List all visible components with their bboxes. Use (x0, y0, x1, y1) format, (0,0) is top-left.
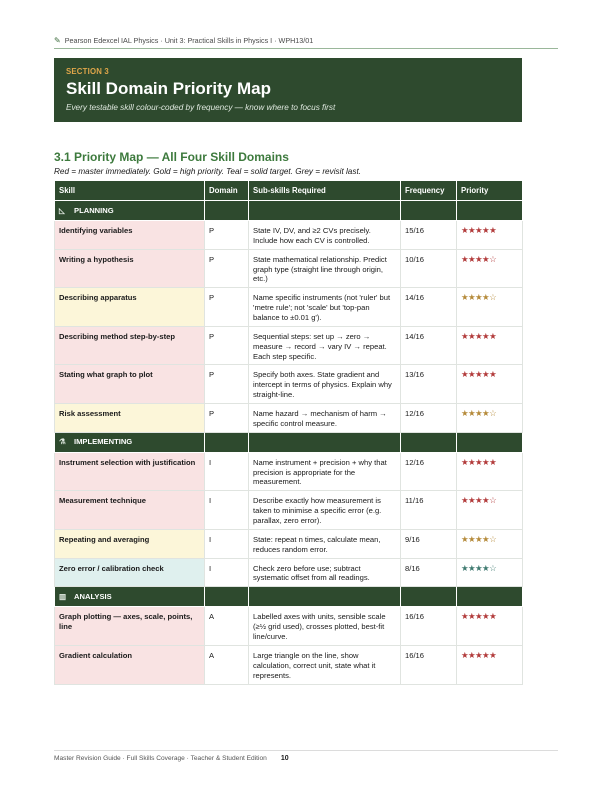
frequency-cell: 16/16 (401, 645, 457, 684)
group-cell (55, 201, 205, 221)
group-cell-empty (205, 201, 249, 221)
skill-cell: Stating what graph to plot (55, 365, 205, 404)
frequency-cell: 10/16 (401, 249, 457, 288)
group-row-analysis (55, 587, 523, 607)
page-subtitle: Every testable skill colour-coded by frequency — know where to focus first (66, 103, 336, 112)
table-row (55, 249, 523, 288)
priority-table (54, 180, 523, 685)
frequency-cell: 16/16 (401, 607, 457, 646)
subskills-cell: State IV, DV, and ≥2 CVs precisely. Include how each CV is controlled. (249, 221, 401, 250)
group-cell (55, 432, 205, 452)
priority-stars: ★★★★★ (457, 645, 523, 684)
footer-text: Master Revision Guide · Full Skills Coverage · Teacher & Student Edition (54, 755, 267, 762)
frequency-cell: 14/16 (401, 326, 457, 365)
pen-icon: ✎ (54, 36, 61, 45)
table-row (55, 221, 523, 250)
domain-cell: I (205, 529, 249, 558)
group-cell-empty (249, 201, 401, 221)
subskills-cell: Check zero before use; subtract systematic offset from all readings. (249, 558, 401, 587)
priority-stars: ★★★★★ (457, 452, 523, 491)
group-cell-empty (249, 432, 401, 452)
skill-cell: Measurement technique (55, 491, 205, 530)
domain-cell: P (205, 288, 249, 327)
column-header-subskills: Sub-skills Required (249, 181, 401, 201)
section-heading: 3.1 Priority Map — All Four Skill Domains (54, 150, 289, 164)
skill-cell: Gradient calculation (55, 645, 205, 684)
group-cell-empty (457, 432, 523, 452)
table-row (55, 607, 523, 646)
domain-cell: P (205, 249, 249, 288)
group-cell-empty (401, 587, 457, 607)
domain-cell: P (205, 404, 249, 433)
subskills-cell: Describe exactly how measurement is taken to minimise a specific error (e.g. parallax, zero error). (249, 491, 401, 530)
skill-cell: Identifying variables (55, 221, 205, 250)
bar-chart-icon: ▥ (59, 591, 67, 601)
table-row (55, 558, 523, 587)
column-header-frequency: Frequency (401, 181, 457, 201)
table-row (55, 404, 523, 433)
domain-cell: I (205, 452, 249, 491)
subskills-cell: Name hazard → mechanism of harm → specific control measure. (249, 404, 401, 433)
page-number: 10 (280, 755, 289, 762)
column-header-domain: Domain (205, 181, 249, 201)
group-cell-empty (205, 432, 249, 452)
group-label: PLANNING (74, 205, 114, 215)
table-row (55, 452, 523, 491)
skill-cell: Graph plotting — axes, scale, points, line (55, 607, 205, 646)
running-header-text: Pearson Edexcel IAL Physics · Unit 3: Practical Skills in Physics I · WPH13/01 (64, 36, 314, 45)
skill-cell: Describing method step-by-step (55, 326, 205, 365)
group-cell-empty (457, 201, 523, 221)
subskills-cell: State: repeat n times, calculate mean, reduces random error. (249, 529, 401, 558)
priority-stars: ★★★★★ (457, 221, 523, 250)
subskills-cell: Labelled axes with units, sensible scale (≥½ grid used), crosses plotted, best-fit line/curve. (249, 607, 401, 646)
group-cell-empty (457, 587, 523, 607)
table-row (55, 645, 523, 684)
frequency-cell: 12/16 (401, 452, 457, 491)
table-body (55, 201, 523, 685)
skill-cell: Writing a hypothesis (55, 249, 205, 288)
domain-cell: P (205, 326, 249, 365)
page-title: Skill Domain Priority Map (66, 79, 271, 98)
group-cell-empty (205, 587, 249, 607)
priority-stars: ★★★★☆ (457, 491, 523, 530)
group-row-implementing (55, 432, 523, 452)
subskills-cell: Large triangle on the line, show calculation, correct unit, state what it represents. (249, 645, 401, 684)
skill-cell: Instrument selection with justification (55, 452, 205, 491)
subskills-cell: Specify both axes. State gradient and intercept in terms of physics. Explain why straight-line. (249, 365, 401, 404)
running-header (54, 36, 558, 49)
group-row-planning (55, 201, 523, 221)
group-label: IMPLEMENTING (74, 437, 133, 447)
column-header-skill: Skill (55, 181, 205, 201)
subskills-cell: Name specific instruments (not 'ruler' but 'metre rule'; not 'scale' but 'top-pan balance to ±0.01 g'). (249, 288, 401, 327)
priority-stars: ★★★★☆ (457, 558, 523, 587)
domain-cell: A (205, 607, 249, 646)
frequency-cell: 9/16 (401, 529, 457, 558)
triangle-ruler-icon: ◺ (59, 205, 65, 215)
frequency-cell: 8/16 (401, 558, 457, 587)
subskills-cell: Sequential steps: set up → zero → measure → record → vary IV → repeat. Each step specific. (249, 326, 401, 365)
frequency-cell: 13/16 (401, 365, 457, 404)
priority-stars: ★★★★☆ (457, 288, 523, 327)
group-label: ANALYSIS (74, 591, 112, 601)
priority-stars: ★★★★★ (457, 607, 523, 646)
domain-cell: A (205, 645, 249, 684)
table-row (55, 326, 523, 365)
table-row (55, 491, 523, 530)
table-row (55, 288, 523, 327)
frequency-cell: 12/16 (401, 404, 457, 433)
priority-stars: ★★★★☆ (457, 249, 523, 288)
legend-caption: Red = master immediately. Gold = high priority. Teal = solid target. Grey = revisit last. (54, 167, 362, 176)
group-cell (55, 587, 205, 607)
frequency-cell: 11/16 (401, 491, 457, 530)
frequency-cell: 14/16 (401, 288, 457, 327)
priority-stars: ★★★★☆ (457, 404, 523, 433)
flask-icon: ⚗ (59, 437, 66, 447)
skill-cell: Repeating and averaging (55, 529, 205, 558)
skill-cell: Zero error / calibration check (55, 558, 205, 587)
subskills-cell: Name instrument + precision + why that precision is appropriate for the measurement. (249, 452, 401, 491)
priority-stars: ★★★★★ (457, 365, 523, 404)
domain-cell: P (205, 221, 249, 250)
domain-cell: I (205, 491, 249, 530)
priority-stars: ★★★★★ (457, 326, 523, 365)
group-cell-empty (249, 587, 401, 607)
table-row (55, 529, 523, 558)
group-cell-empty (401, 201, 457, 221)
domain-cell: P (205, 365, 249, 404)
domain-cell: I (205, 558, 249, 587)
column-header-priority: Priority (457, 181, 523, 201)
frequency-cell: 15/16 (401, 221, 457, 250)
priority-stars: ★★★★☆ (457, 529, 523, 558)
group-cell-empty (401, 432, 457, 452)
skill-cell: Describing apparatus (55, 288, 205, 327)
subskills-cell: State mathematical relationship. Predict graph type (straight line through origin, etc.) (249, 249, 401, 288)
page-footer (54, 750, 558, 762)
table-header-row (55, 181, 523, 201)
section-banner (54, 58, 522, 122)
section-label: SECTION 3 (66, 67, 109, 76)
skill-cell: Risk assessment (55, 404, 205, 433)
table-row (55, 365, 523, 404)
